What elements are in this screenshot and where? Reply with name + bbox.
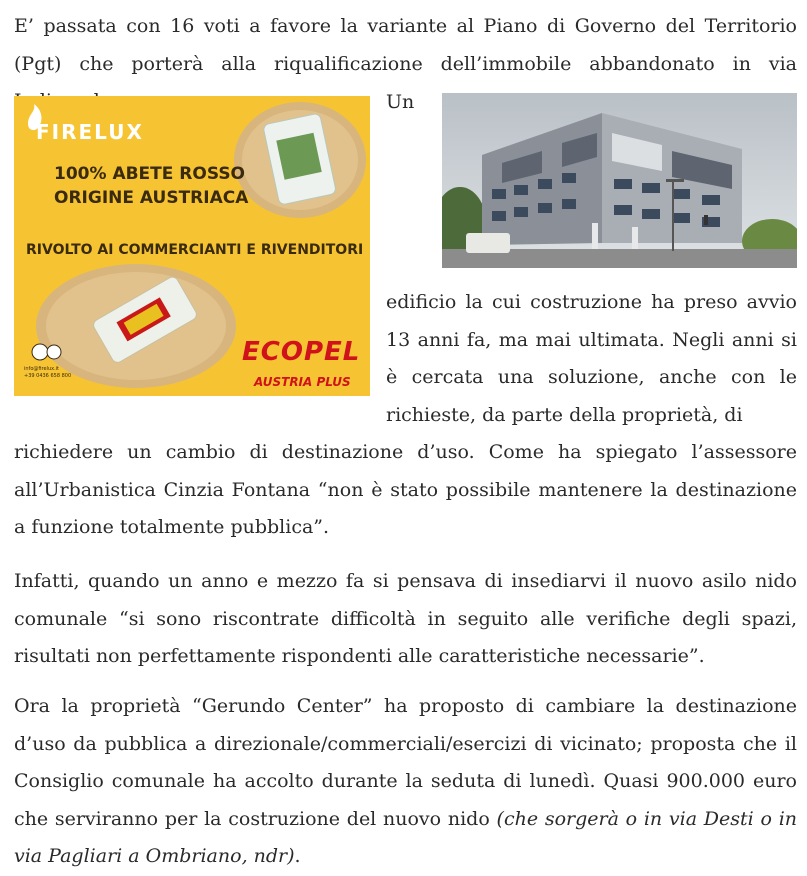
paragraph-1: E’ passata con 16 voti a favore la variante al Piano di Governo del Territorio (Pgt) che porterà alla riqualificazione dell’immobile abbandonato in via bbox=[14, 15, 797, 75]
ad-contact bbox=[24, 366, 71, 380]
ad-product-name: ECOPEL bbox=[242, 337, 361, 367]
paragraph-4 bbox=[14, 688, 797, 876]
paragraph-3: Infatti, quando un anno e mezzo fa si pensava di insediarvi il nuovo asilo nido comunale “si sono riscontrate difficoltà in seguito alle verifiche degli spazi, risultati non perfettamente rispondenti alle caratteristiche necessarie”. bbox=[14, 570, 797, 667]
building-illustration bbox=[442, 93, 797, 268]
advertisement-banner[interactable] bbox=[14, 96, 370, 396]
ad-contact-phone: +39 0436 658 800 bbox=[24, 373, 72, 379]
paragraph-4-main: Ora la proprietà “Gerundo Center” ha proposto di cambiare la destinazione d’uso da pubblica a direzionale/commerciali/esercizi di vicinato; proposta che il Consiglio comunale ha accolto durante la seduta di lunedì. Quasi 900.000 euro che serviranno per la costruzione del nuovo nido bbox=[14, 695, 797, 830]
paragraph-2-start: Un bbox=[386, 91, 415, 113]
paragraph-4-end: . bbox=[294, 845, 301, 867]
paragraph-4-italic-note: (che sorgerà o in via Desti o in via Pagliari a Ombriano, ndr) bbox=[14, 807, 798, 867]
ad-line-3: RIVOLTO AI COMMERCIANTI E RIVENDITORI bbox=[26, 242, 364, 258]
paragraph-2-beside-ad: edificio la cui costruzione ha preso avvio 13 anni fa, ma mai ultimata. Negli anni si è cercata una soluzione, anche con le richieste, da parte della proprietà, di bbox=[386, 291, 797, 426]
ad-line-1: 100% ABETE ROSSO bbox=[54, 164, 246, 184]
paragraph-2-continued: richiedere un cambio di destinazione d’uso. Come ha spiegato l’assessore all’Urbanistica Cinzia Fontana “non è stato possibile mantenere la destinazione a funzione totalmente pubblica”. bbox=[14, 441, 797, 538]
ad-brand-logo: FIRELUX bbox=[36, 120, 144, 144]
ad-line-2: ORIGINE AUSTRIACA bbox=[54, 188, 249, 208]
ad-product-sub: AUSTRIA PLUS bbox=[254, 375, 351, 389]
building-photo bbox=[442, 93, 797, 268]
ad-contact-email: info@firelux.it bbox=[24, 366, 60, 372]
